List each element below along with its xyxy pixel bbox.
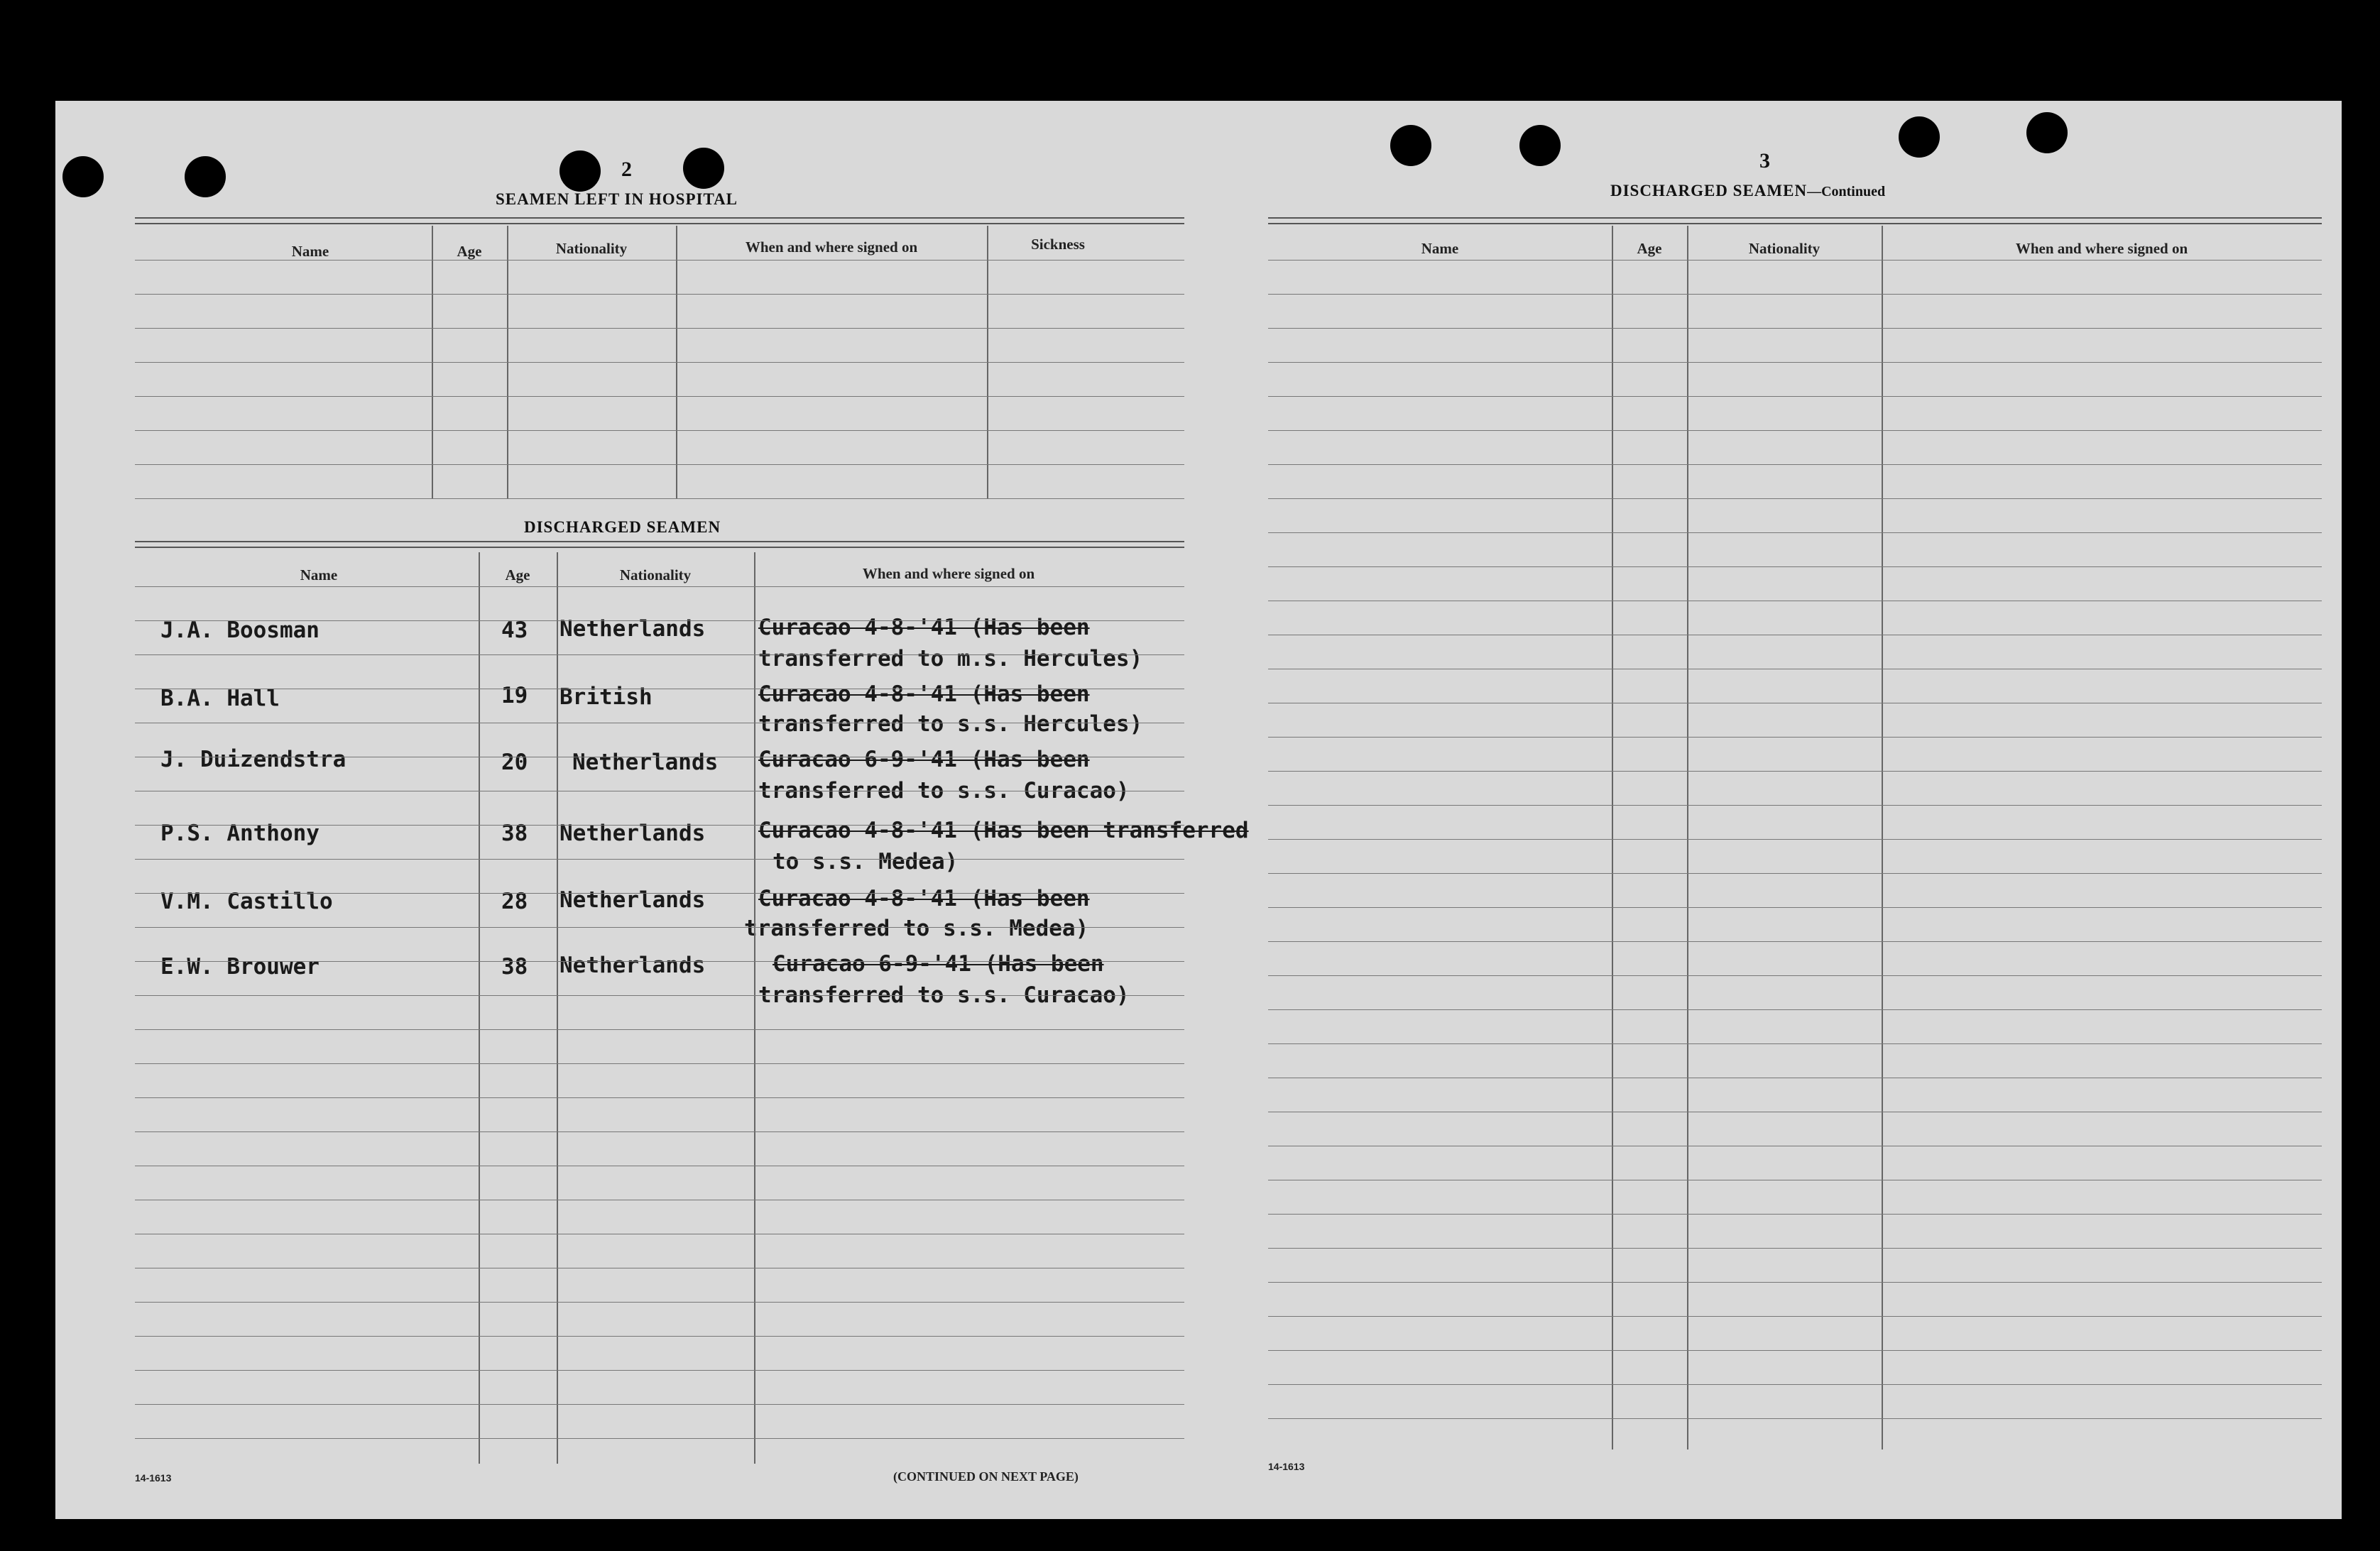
row-rule (135, 1438, 1184, 1439)
column-header-signed-on: When and where signed on (745, 239, 918, 256)
row-rule (1268, 532, 2322, 533)
row-rule (135, 859, 1184, 860)
row-rule (135, 995, 1184, 996)
column-divider (1612, 226, 1613, 1449)
row-rule (135, 328, 1184, 329)
row-rule (1268, 260, 2322, 261)
signed-on: Curacao 4-8-'41 (Has been (758, 681, 1090, 707)
row-rule (1268, 805, 2322, 806)
column-header-sickness: Sickness (1031, 236, 1085, 253)
row-rule (135, 464, 1184, 465)
row-rule (1268, 771, 2322, 772)
row-rule (135, 260, 1184, 261)
seaman-age: 43 (501, 618, 528, 643)
signed-on: Curacao 4-8-'41 (Has been (758, 615, 1090, 640)
seaman-age: 38 (501, 821, 528, 846)
row-rule (135, 396, 1184, 397)
document-sheet (55, 101, 2342, 1519)
row-rule (1268, 907, 2322, 908)
row-rule (1268, 1248, 2322, 1249)
column-header-nationality: Nationality (619, 566, 692, 583)
seaman-nationality: British (559, 684, 653, 710)
seaman-name: V.M. Castillo (160, 889, 333, 914)
row-rule (1268, 566, 2322, 567)
column-divider (1687, 226, 1688, 1449)
row-rule (135, 893, 1184, 894)
column-header-name: Name (1421, 240, 1459, 257)
row-rule (1268, 498, 2322, 499)
row-rule (1268, 362, 2322, 363)
seaman-nationality: Netherlands (559, 616, 706, 642)
seaman-name: E.W. Brouwer (160, 954, 320, 980)
row-rule (135, 620, 1184, 621)
row-rule (1268, 1316, 2322, 1317)
left-page (55, 101, 1249, 1519)
signed-on: Curacao 6-9-'41 (Has been (773, 951, 1104, 977)
discharged-continued-title (1610, 182, 1885, 200)
section-title: DISCHARGED SEAMEN (1610, 182, 1808, 199)
row-rule (1268, 1214, 2322, 1215)
signed-on-continued: transferred to s.s. Curacao) (758, 982, 1130, 1008)
signed-on: Curacao 4-8-'41 (Has been (758, 886, 1090, 911)
row-rule (1268, 873, 2322, 874)
signed-on-continued: transferred to s.s. Hercules) (758, 711, 1143, 737)
column-divider (1882, 226, 1883, 1449)
page-number: 3 (1759, 149, 1770, 172)
seaman-nationality: Netherlands (572, 750, 719, 775)
seaman-name: J. Duizendstra (160, 747, 346, 772)
row-rule (135, 362, 1184, 363)
row-rule (1268, 1350, 2322, 1351)
right-page (1199, 101, 2342, 1519)
discharged-section-title: DISCHARGED SEAMEN (524, 518, 721, 536)
row-rule (135, 1370, 1184, 1371)
row-rule (1268, 430, 2322, 431)
column-header-age: Age (505, 566, 530, 583)
row-rule (135, 1063, 1184, 1064)
row-rule (135, 1336, 1184, 1337)
row-rule (1268, 464, 2322, 465)
signed-on: Curacao 6-9-'41 (Has been (758, 747, 1090, 772)
row-rule (1268, 975, 2322, 976)
signed-on-continued: transferred to s.s. Curacao) (758, 778, 1130, 804)
signed-on: Curacao 4-8-'41 (Has been transferred (758, 818, 1249, 843)
column-header-nationality: Nationality (555, 240, 628, 257)
row-rule (1268, 941, 2322, 942)
row-rule (135, 294, 1184, 295)
seaman-age: 28 (501, 889, 528, 914)
row-rule (1268, 294, 2322, 295)
row-rule (135, 1302, 1184, 1303)
form-number: 14-1613 (135, 1472, 172, 1484)
row-rule (135, 1029, 1184, 1030)
column-header-nationality: Nationality (1748, 240, 1821, 257)
seaman-name: B.A. Hall (160, 686, 280, 711)
column-header-age: Age (1637, 240, 1662, 257)
seaman-age: 20 (501, 750, 528, 775)
row-rule (135, 1131, 1184, 1132)
title-suffix: —Continued (1807, 184, 1886, 199)
row-rule (135, 654, 1184, 655)
seaman-age: 19 (501, 683, 528, 708)
row-rule (135, 586, 1184, 587)
row-rule (135, 498, 1184, 499)
row-rule (135, 961, 1184, 962)
row-rule (135, 927, 1184, 928)
hospital-section-title: SEAMEN LEFT IN HOSPITAL (496, 190, 738, 208)
seaman-nationality: Netherlands (559, 821, 706, 846)
row-rule (1268, 1282, 2322, 1283)
row-rule (1268, 1418, 2322, 1419)
column-header-age: Age (457, 243, 482, 260)
seaman-name: J.A. Boosman (160, 618, 320, 643)
column-header-name: Name (291, 243, 329, 260)
row-rule (1268, 396, 2322, 397)
row-rule (1268, 1384, 2322, 1385)
row-rule (135, 1404, 1184, 1405)
continued-note: (CONTINUED ON NEXT PAGE) (893, 1469, 1079, 1484)
row-rule (1268, 1043, 2322, 1044)
signed-on-continued: transferred to m.s. Hercules) (758, 646, 1143, 672)
row-rule (1268, 328, 2322, 329)
row-rule (1268, 737, 2322, 738)
form-number: 14-1613 (1268, 1461, 1305, 1472)
row-rule (1268, 1009, 2322, 1010)
seaman-name: P.S. Anthony (160, 821, 320, 846)
column-header-signed-on: When and where signed on (2015, 240, 2188, 257)
row-rule (1268, 839, 2322, 840)
page-number: 2 (621, 158, 632, 181)
seaman-nationality: Netherlands (559, 953, 706, 978)
seaman-age: 38 (501, 954, 528, 980)
row-rule (135, 825, 1184, 826)
column-header-signed-on: When and where signed on (862, 565, 1035, 582)
row-rule (135, 1097, 1184, 1098)
seaman-nationality: Netherlands (559, 887, 706, 913)
signed-on-continued: transferred to s.s. Medea) (744, 916, 1089, 941)
signed-on-continued: to s.s. Medea) (773, 849, 959, 875)
row-rule (135, 430, 1184, 431)
column-header-name: Name (300, 566, 338, 583)
